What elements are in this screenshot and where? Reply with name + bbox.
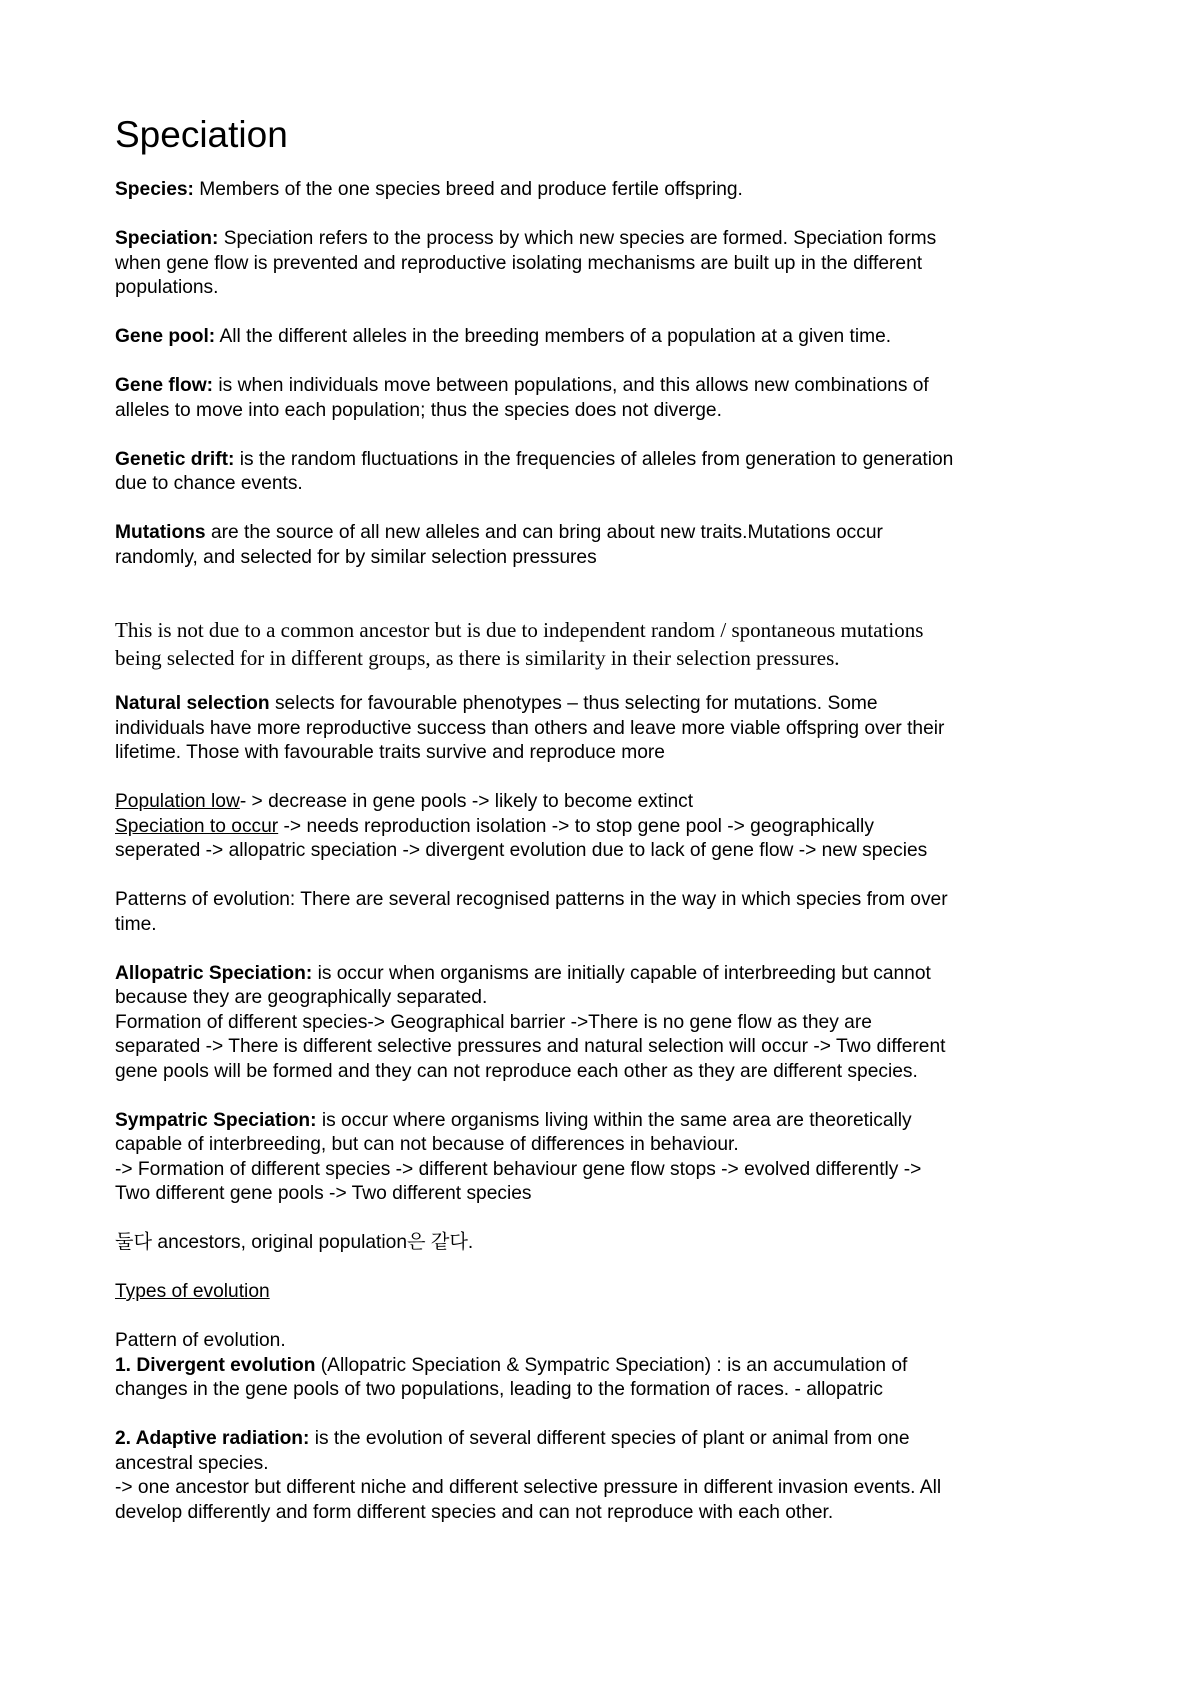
species-text: Members of the one species breed and produce fertile offspring.: [193, 179, 743, 200]
allopatric-line-5: gene pools will be formed and they can not reproduce each other as they are different species.: [115, 1060, 918, 1082]
patterns-line-1: Patterns of evolution: There are several recognised patterns in the way in which species from over: [115, 889, 948, 910]
patterns-line-2: time.: [115, 913, 157, 935]
speciation-line-1: Speciation refers to the process by which new species are formed. Speciation forms: [218, 228, 937, 249]
patterns-paragraph: [115, 888, 1105, 937]
gene-pool-text: All the different alleles in the breeding members of a population at a given time.: [215, 326, 892, 347]
sympatric-term: Sympatric Speciation:: [115, 1109, 317, 1131]
sympatric-definition: [115, 1109, 1105, 1207]
gene-flow-line-1: is when individuals move between populations, and this allows new combinations of: [213, 375, 929, 396]
korean-note: 둘다 ancestors, original population은 같다.: [115, 1232, 474, 1253]
speciation-occur-label: Speciation to occur: [115, 815, 279, 837]
natural-selection-line-1: selects for favourable phenotypes – thus selecting for mutations. Some: [269, 693, 878, 714]
serif-note-line-1: This is not due to a common ancestor but is due to independent random / spontaneous mutations: [115, 618, 924, 642]
pattern-of-evolution-heading: Pattern of evolution.: [115, 1330, 286, 1351]
gene-pool-definition: [115, 325, 1105, 350]
genetic-drift-definition: [115, 448, 1105, 497]
adaptive-line-1: is the evolution of several different species of plant or animal from one: [309, 1428, 910, 1449]
natural-selection-definition: [115, 692, 1105, 766]
adaptive-line-4: develop differently and form different species and can not reproduce with each other.: [115, 1501, 834, 1523]
genetic-drift-term: Genetic drift:: [115, 448, 235, 470]
speciation-term: Speciation:: [115, 228, 219, 249]
flow-notes-line-3: seperated -> allopatric speciation -> divergent evolution due to lack of gene flow -> new species: [115, 840, 928, 861]
population-low-text: - > decrease in gene pools -> likely to become extinct: [239, 791, 694, 812]
natural-selection-term: Natural selection: [115, 693, 270, 714]
speciation-line-2: when gene flow is prevented and reproductive isolating mechanisms are built up in the different: [115, 252, 923, 274]
divergent-line-2: changes in the gene pools of two populations, leading to the formation of races. - allopatric: [115, 1379, 883, 1400]
allopatric-term: Allopatric Speciation:: [115, 962, 313, 984]
gene-flow-term: Gene flow:: [115, 375, 214, 396]
speciation-line-3: populations.: [115, 277, 219, 298]
types-of-evolution-heading: Types of evolution: [115, 1281, 270, 1302]
sympatric-line-4: Two different gene pools -> Two different species: [115, 1183, 532, 1204]
species-term: Species:: [115, 179, 194, 200]
document-page: [115, 112, 1105, 1525]
divergent-evolution-item: [115, 1354, 1105, 1403]
allopatric-line-4: separated -> There is different selective pressures and natural selection will occur -> Two different: [115, 1036, 946, 1057]
serif-note-line-2: being selected for in different groups, as there is similarity in their selection pressures.: [115, 646, 840, 670]
mutations-definition: [115, 521, 1105, 570]
flow-notes: [115, 790, 1105, 864]
allopatric-definition: [115, 962, 1105, 1085]
adaptive-line-2: ancestral species.: [115, 1452, 269, 1474]
sympatric-line-2: capable of interbreeding, but can not because of differences in behaviour.: [115, 1134, 739, 1155]
divergent-term: 1. Divergent evolution: [115, 1354, 316, 1376]
natural-selection-line-2: individuals have more reproductive success than others and leave more viable offspring over their: [115, 717, 945, 739]
genetic-drift-line-1: is the random fluctuations in the frequencies of alleles from generation to generation: [234, 448, 954, 470]
species-definition: [115, 178, 1105, 203]
mutations-term: Mutations: [115, 522, 206, 543]
speciation-definition: [115, 227, 1105, 301]
gene-flow-definition: [115, 374, 1105, 423]
speciation-occur-text: -> needs reproduction isolation -> to stop gene pool -> geographically: [278, 815, 874, 837]
gene-flow-line-2: alleles to move into each population; thus the species does not diverge.: [115, 399, 722, 421]
mutations-line-2: randomly, and selected for by similar selection pressures: [115, 546, 597, 568]
adaptive-term: 2. Adaptive radiation:: [115, 1428, 310, 1449]
divergent-line-1: (Allopatric Speciation & Sympatric Speciation) : is an accumulation of: [315, 1354, 908, 1376]
mutations-line-1: are the source of all new alleles and can bring about new traits.Mutations occur: [205, 522, 883, 543]
gene-pool-term: Gene pool:: [115, 326, 216, 347]
allopatric-line-2: because they are geographically separated.: [115, 987, 488, 1008]
population-low-label: Population low: [115, 791, 240, 812]
genetic-drift-line-2: due to chance events.: [115, 473, 303, 494]
sympatric-line-3: -> Formation of different species -> different behaviour gene flow stops -> evolved differently ->: [115, 1158, 922, 1180]
page-title: Speciation: [115, 114, 288, 155]
adaptive-radiation-item: [115, 1427, 1105, 1525]
allopatric-line-3: Formation of different species-> Geographical barrier ->There is no gene flow as they are: [115, 1011, 872, 1033]
natural-selection-line-3: lifetime. Those with favourable traits survive and reproduce more: [115, 742, 665, 763]
adaptive-line-3: -> one ancestor but different niche and different selective pressure in different invasion events. All: [115, 1477, 942, 1498]
serif-note: [115, 616, 1105, 672]
sympatric-line-1: is occur where organisms living within the same area are theoretically: [316, 1109, 912, 1131]
allopatric-line-1: is occur when organisms are initially capable of interbreeding but cannot: [312, 962, 931, 984]
